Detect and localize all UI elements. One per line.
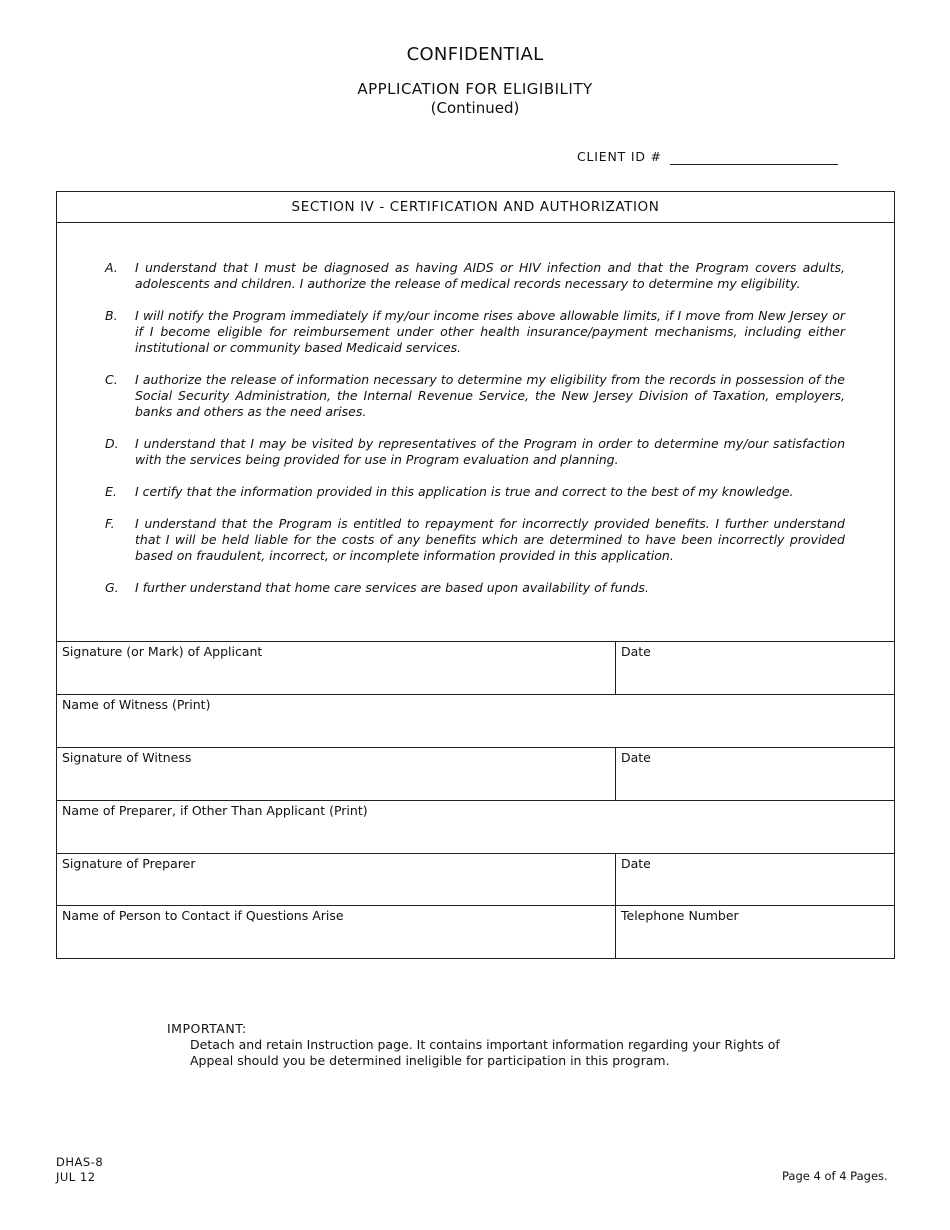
field-label: Date: [621, 750, 651, 765]
clause-text: I understand that the Program is entitled to repayment for incorrectly provided benefits. I further understand that I will be held liable for the costs of any benefits which are determined to have been incorrectly provided based on fraudulent, incorrect, or incomplete information provided in this application.: [135, 516, 845, 563]
certification-section: [56, 191, 895, 959]
preparer-date-field[interactable]: [615, 854, 894, 906]
section-heading: SECTION IV - CERTIFICATION AND AUTHORIZATION: [57, 192, 894, 223]
preparer-name-field[interactable]: [57, 801, 894, 853]
field-label: Telephone Number: [621, 908, 739, 923]
form-code: [56, 1155, 103, 1185]
applicant-row: [57, 641, 894, 694]
contact-name-field[interactable]: [57, 906, 615, 958]
clause-letter: F.: [105, 516, 115, 531]
applicant-date-field[interactable]: [615, 642, 894, 694]
clause-f: [105, 516, 845, 564]
preparer-name-row: [57, 800, 894, 853]
clause-text: I will notify the Program immediately if my/our income rises above allowable limits, if I move from New Jersey or if I become eligible for reimbursement under other health insurance/payment mechanisms, including either institutional or community based Medicaid services.: [135, 308, 845, 355]
field-label: Date: [621, 856, 651, 871]
field-label: Signature of Witness: [62, 750, 192, 765]
field-label: Signature of Preparer: [62, 856, 196, 871]
clause-text: I further understand that home care services are based upon availability of funds.: [135, 580, 649, 595]
witness-date-field[interactable]: [615, 748, 894, 800]
important-note: Detach and retain Instruction page. It contains important information regarding your Rights of Appeal should you be determined ineligible for participation in this program.: [190, 1037, 780, 1068]
witness-signature-field[interactable]: [57, 748, 615, 800]
field-label: Name of Person to Contact if Questions Arise: [62, 908, 344, 923]
witness-name-field[interactable]: [57, 695, 894, 747]
clause-text: I understand that I must be diagnosed as having AIDS or HIV infection and that the Program covers adults, adolescents and children. I authorize the release of medical records necessary to determine my eligibility.: [135, 260, 845, 291]
field-label: Name of Preparer, if Other Than Applicant (Print): [62, 803, 368, 818]
page-number: Page 4 of 4 Pages.: [782, 1169, 888, 1183]
form-title: APPLICATION FOR ELIGIBILITY: [357, 80, 593, 98]
clause-a: [105, 260, 845, 292]
clause-text: I authorize the release of information necessary to determine my eligibility from the records in possession of the Social Security Administration, the Internal Revenue Service, the New Jersey Division of Taxation, employers, banks and others as the need arises.: [135, 372, 845, 419]
clause-list: [105, 260, 845, 612]
clause-letter: D.: [105, 436, 119, 451]
contact-row: [57, 905, 894, 958]
field-label: Date: [621, 644, 651, 659]
clause-letter: C.: [105, 372, 118, 387]
document-title: CONFIDENTIAL: [406, 44, 544, 65]
clause-letter: G.: [105, 580, 119, 595]
client-id-label: CLIENT ID #: [577, 149, 662, 164]
clause-text: I certify that the information provided in this application is true and correct to the best of my knowledge.: [135, 484, 794, 499]
field-label: Signature (or Mark) of Applicant: [62, 644, 263, 659]
witness-name-row: [57, 694, 894, 747]
preparer-signature-row: [57, 853, 894, 906]
witness-signature-row: [57, 747, 894, 800]
client-id-field[interactable]: [670, 164, 838, 165]
important-label: IMPORTANT:: [167, 1021, 247, 1036]
clause-letter: E.: [105, 484, 117, 499]
clause-letter: A.: [105, 260, 118, 275]
clause-e: [105, 484, 845, 500]
field-label: Name of Witness (Print): [62, 697, 211, 712]
form-number: DHAS-8: [56, 1155, 104, 1169]
clause-g: [105, 580, 845, 596]
applicant-signature-field[interactable]: [57, 642, 615, 694]
clause-b: [105, 308, 845, 356]
form-revision-date: JUL 12: [56, 1170, 96, 1184]
preparer-signature-field[interactable]: [57, 854, 615, 906]
clause-d: [105, 436, 845, 468]
form-subtitle: (Continued): [430, 99, 520, 117]
clause-letter: B.: [105, 308, 118, 323]
clause-text: I understand that I may be visited by representatives of the Program in order to determine my/our satisfaction with the services being provided for use in Program evaluation and planning.: [135, 436, 845, 467]
telephone-field[interactable]: [615, 906, 894, 958]
clause-c: [105, 372, 845, 420]
